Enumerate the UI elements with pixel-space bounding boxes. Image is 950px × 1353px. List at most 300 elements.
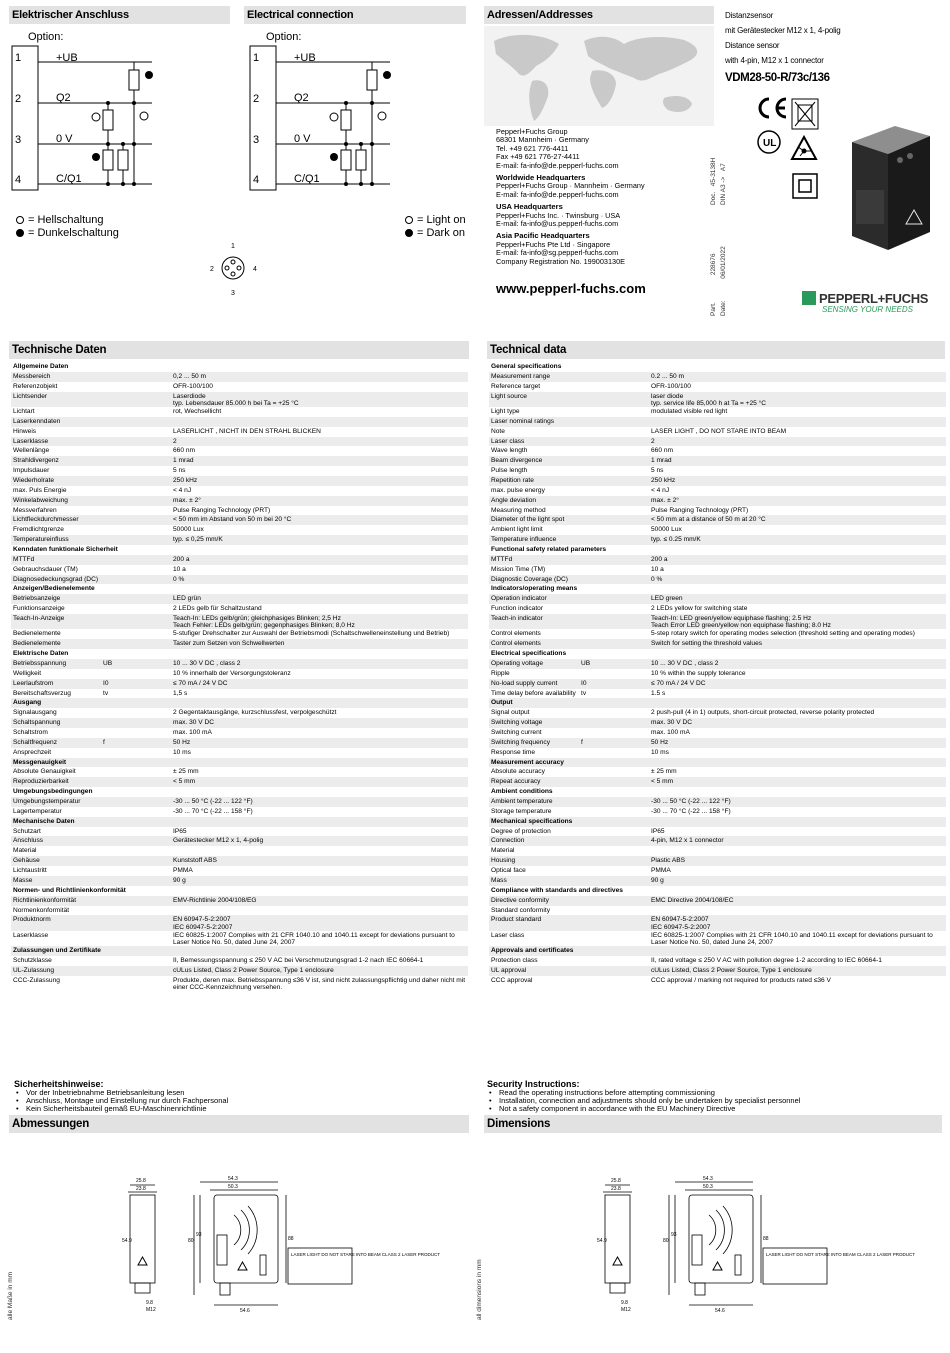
section-header (11, 698, 468, 708)
section-header (11, 584, 468, 594)
dimensions-note-de: alle Maße in mm (7, 1271, 14, 1320)
svg-text:54.6: 54.6 (715, 1308, 725, 1314)
spec-label: Laser nominal ratings (491, 417, 555, 425)
spec-label: Zulassungen und Zertifikate (13, 947, 101, 955)
header-electrical-connection: Electrical connection (244, 6, 466, 24)
spec-label: Laser class (491, 437, 525, 445)
spec-label: Optical face (491, 867, 526, 875)
spec-value: Pulse Ranging Technology (PRT) (651, 506, 749, 514)
svg-text:4: 4 (253, 174, 260, 186)
svg-text:54.6: 54.6 (240, 1308, 250, 1314)
spec-label: Lagertemperatur (13, 807, 62, 815)
spec-row (489, 565, 946, 575)
spec-row (489, 846, 946, 856)
spec-label: Betriebsanzeige (13, 595, 61, 603)
spec-value: OFR-100/100 (651, 382, 691, 390)
svg-text:88: 88 (763, 1236, 769, 1242)
spec-value: max. 100 mA (651, 729, 690, 737)
sensor-product-image (840, 120, 940, 260)
spec-value: 10 a (173, 565, 186, 573)
spec-value: 5-stufiger Drehschalter zur Auswahl der Betriebsmodi (Schaltschwelleneinstellung und Betrieb) (173, 630, 450, 638)
spec-value: Teach-In: LEDs gelb/grün; gleichphasiges Blinken; 2,5 Hz Teach Fehler: LEDs gelb/grün; gegenphasiges Blinken; 8,0 Hz (173, 615, 355, 630)
spec-row (11, 846, 468, 856)
spec-label: Ambient conditions (491, 788, 553, 796)
spec-value: -30 ... 50 °C (-22 ... 122 °F) (651, 798, 731, 806)
spec-symbol: I0 (103, 679, 109, 687)
spec-row (11, 639, 468, 649)
spec-value: laser diode typ. service life 85,000 h at Ta = +25 °C (651, 392, 767, 407)
spec-row (11, 856, 468, 866)
spec-value: max. 30 V DC (173, 719, 215, 727)
legend-en: = Light on = Dark on (405, 214, 466, 240)
spec-label: Gehäuse (13, 857, 40, 865)
spec-label: Normen- und Richtlinienkonformität (13, 886, 126, 894)
spec-row (489, 506, 946, 516)
header-dimensions: Dimensions (484, 1115, 942, 1133)
spec-row (11, 417, 468, 427)
spec-row (11, 629, 468, 639)
spec-value: 10 a (651, 565, 664, 573)
spec-row (11, 446, 468, 456)
spec-value: EN 60947-5-2:2007 IEC 60947-5-2:2007 (651, 916, 711, 931)
spec-value: II, Bemessungsspannung ≤ 250 V AC bei Verschmutzungsgrad 1-2 nach IEC 60664-1 (173, 957, 424, 965)
spec-label: Functional safety related parameters (491, 546, 607, 554)
spec-label: Repetition rate (491, 477, 534, 484)
spec-row (11, 956, 468, 966)
spec-label: No-load supply current (491, 679, 558, 687)
spec-label: CCC approval (491, 976, 533, 984)
spec-label: Laserklasse (13, 437, 49, 445)
spec-value: 1 mrad (173, 457, 194, 465)
section-header (11, 362, 468, 372)
spec-label: Light type (491, 407, 520, 415)
spec-label: Beam divergence (491, 457, 543, 465)
spec-label: MTTFd (491, 555, 513, 563)
spec-row (489, 836, 946, 846)
spec-row (489, 866, 946, 876)
spec-value: 2 (651, 437, 655, 445)
spec-value: < 5 mm (651, 778, 674, 786)
spec-label: Time delay before availability (491, 689, 576, 697)
spec-label: Referenzobjekt (13, 382, 58, 390)
section-header (489, 946, 946, 956)
svg-text:54.3: 54.3 (703, 1176, 713, 1182)
svg-text:2: 2 (15, 93, 22, 105)
svg-text:88: 88 (288, 1236, 294, 1242)
spec-row (11, 669, 468, 679)
spec-row (489, 689, 946, 699)
spec-label: Mechanical specifications (491, 817, 573, 825)
spec-label: Measurement accuracy (491, 758, 564, 766)
spec-row (11, 437, 468, 447)
spec-row (11, 866, 468, 876)
spec-row (11, 466, 468, 476)
spec-value: 200 a (651, 555, 668, 563)
section-header (11, 946, 468, 956)
date: Date: 06/01/2022 (720, 246, 727, 316)
spec-label: Function indicator (491, 605, 544, 613)
spec-value: cULus Listed, Class 2 Power Source, Type 1 enclosure (173, 966, 334, 974)
spec-label: Bereitschaftsverzug (13, 689, 71, 697)
spec-row (489, 555, 946, 565)
spec-value: 10 ... 30 V DC , class 2 (651, 660, 719, 668)
spec-row (489, 718, 946, 728)
svg-text:LASER LIGHT DO NOT STARE INTO: LASER LIGHT DO NOT STARE INTO BEAM CLASS 2 LASER PRODUCT (766, 1252, 915, 1257)
spec-value: -30 ... 70 °C (-22 ... 158 °F) (173, 807, 253, 815)
spec-value: 250 kHz (173, 477, 198, 484)
spec-label: Ausgang (13, 699, 42, 707)
spec-label: Teach-In-Anzeige (13, 615, 65, 623)
spec-value: IP65 (173, 827, 187, 835)
svg-text:1: 1 (253, 52, 260, 64)
spec-row (11, 496, 468, 506)
spec-label: Approvals and certificates (491, 947, 574, 955)
spec-label: UL-Zulassung (13, 966, 55, 974)
spec-row (489, 456, 946, 466)
spec-value: EMC Directive 2004/108/EC (651, 896, 734, 904)
spec-label: Control elements (491, 630, 541, 638)
spec-value: 200 a (173, 555, 190, 563)
weee-bin-icon (791, 98, 819, 130)
spec-label: Schaltspannung (13, 719, 61, 727)
spec-label: Degree of protection (491, 827, 551, 835)
open-circle-icon (16, 216, 24, 224)
spec-row (489, 659, 946, 669)
section-header (11, 649, 468, 659)
spec-row (11, 728, 468, 738)
spec-label: Anschluss (13, 837, 44, 845)
spec-label: Signal output (491, 709, 530, 717)
spec-label: Lichtsender (13, 392, 48, 400)
spec-label: Switching frequency (491, 738, 551, 746)
dimension-drawing-de (110, 1170, 440, 1320)
spec-value: PMMA (651, 867, 671, 875)
spec-label: Schutzart (13, 827, 41, 835)
spec-row (11, 836, 468, 846)
spec-row (489, 392, 946, 407)
svg-text:1: 1 (231, 243, 235, 250)
safety-instructions-en: Security Instructions: • Read the operating instructions before attempting commissioning • Installation, connection and adjustments should only be undertaken by specialist personnel • Not a safety component in accordance with the EU Machinery Directive (487, 1080, 800, 1113)
spec-label: Measuring method (491, 506, 546, 514)
spec-value: Plastic ABS (651, 857, 686, 865)
spec-label: Laserklasse (13, 931, 49, 939)
spec-row (489, 382, 946, 392)
spec-row (11, 797, 468, 807)
header-abmessungen: Abmessungen (9, 1115, 469, 1133)
spec-value: 10 % innerhalb der Versorgungstoleranz (173, 669, 291, 677)
spec-value: 90 g (173, 876, 186, 884)
spec-value: 2 (173, 437, 177, 445)
spec-value: Taster zum Setzen von Schwellwerten (173, 640, 285, 648)
spec-label: Teach-in indicator (491, 615, 543, 623)
spec-label: Messbereich (13, 372, 51, 380)
section-header (11, 886, 468, 896)
header-addresses: Adressen/Addresses (484, 6, 714, 24)
spec-label: Leerlaufstrom (13, 679, 54, 687)
spec-label: Schutzklasse (13, 957, 52, 965)
section-header (489, 787, 946, 797)
spec-label: CCC-Zulassung (13, 976, 60, 984)
spec-row (11, 456, 468, 466)
spec-label: Wellenlänge (13, 447, 50, 455)
section-header (11, 817, 468, 827)
spec-label: Standard conformity (491, 906, 551, 914)
spec-value: EMV-Richtlinie 2004/108/EG (173, 896, 257, 904)
spec-label: Repeat accuracy (491, 778, 541, 786)
spec-label: UL approval (491, 966, 527, 974)
spec-value: IEC 60825-1:2007 Complies with 21 CFR 1040.10 and 1040.11 except for deviations pursuant to Laser Notice No. 50, dated June 24, 2007 (173, 931, 455, 946)
spec-symbol: tv (581, 689, 587, 697)
spec-symbol: tv (103, 689, 109, 697)
spec-label: Ripple (491, 669, 510, 677)
pepperl-fuchs-logo: PEPPERL+FUCHS SENSING YOUR NEEDS (802, 291, 944, 314)
svg-text:4: 4 (15, 174, 22, 186)
spec-row (489, 525, 946, 535)
spec-row (11, 777, 468, 787)
svg-text:93: 93 (671, 1232, 677, 1238)
spec-label: Protection class (491, 957, 538, 965)
svg-text:23.8: 23.8 (611, 1186, 621, 1192)
spec-value: -30 ... 70 °C (-22 ... 158 °F) (651, 807, 731, 815)
spec-value: 50 Hz (173, 738, 191, 746)
spec-value: LASER LIGHT , DO NOT STARE INTO BEAM (651, 427, 787, 435)
spec-row (11, 718, 468, 728)
spec-value: OFR-100/100 (173, 382, 213, 390)
spec-label: Housing (491, 857, 516, 865)
spec-label: Fremdlichtgrenze (13, 526, 64, 534)
svg-text:25.8: 25.8 (136, 1178, 146, 1184)
spec-row (489, 515, 946, 525)
spec-row (11, 906, 468, 916)
spec-row (11, 976, 468, 991)
spec-value: modulated visible red light (651, 407, 728, 415)
spec-row (489, 437, 946, 447)
open-circle-icon (405, 216, 413, 224)
spec-row (11, 476, 468, 486)
spec-row (11, 427, 468, 437)
spec-value: 10 ... 30 V DC , class 2 (173, 660, 241, 668)
svg-text:Option:: Option: (266, 31, 302, 43)
spec-label: Response time (491, 748, 535, 756)
safety-instructions-de: Sicherheitshinweise: • Vor der Inbetriebnahme Betriebsanleitung lesen • Anschluss, Montage und Einstellung nur durch Fachpersonal • Kein Sicherheitsbauteil gemäß EU-Maschinenrichtlinie (14, 1080, 228, 1113)
spec-label: Absolute accuracy (491, 768, 545, 776)
spec-row (489, 728, 946, 738)
svg-text:4: 4 (253, 266, 257, 273)
spec-value: 5 ns (173, 467, 186, 475)
spec-value: CCC approval / marking not required for products rated ≤36 V (651, 976, 831, 984)
spec-label: Compliance with standards and directives (491, 886, 623, 894)
spec-value: ± 25 mm (173, 768, 199, 776)
spec-symbol: f (581, 738, 583, 746)
usa-hq-title: USA Headquarters (496, 202, 563, 212)
laser-warning-icon (790, 135, 818, 161)
spec-label: Betriebsspannung (13, 660, 67, 668)
spec-label: Impulsdauer (13, 467, 50, 475)
header-technische-daten: Technische Daten (9, 341, 469, 359)
din-size: DIN A3 -> A7 (720, 163, 727, 205)
spec-label: Elektrische Daten (13, 650, 69, 658)
legend-de: = Hellschaltung = Dunkelschaltung (16, 214, 119, 240)
spec-label: MTTFd (13, 555, 35, 563)
spec-row (489, 575, 946, 585)
protection-class-ii-icon (792, 173, 818, 199)
spec-row (489, 956, 946, 966)
spec-row (489, 915, 946, 930)
spec-label: Laserkenndaten (13, 417, 61, 425)
spec-value: PMMA (173, 867, 193, 875)
section-header (489, 817, 946, 827)
spec-row (489, 604, 946, 614)
spec-label: Schaltstrom (13, 729, 48, 737)
spec-row (489, 966, 946, 976)
spec-symbol: UB (581, 660, 591, 668)
spec-value: 5-step rotary switch for operating modes selection (threshold setting and operating modes) (651, 630, 915, 638)
spec-row (489, 738, 946, 748)
spec-label: Note (491, 427, 505, 435)
spec-label: Gebrauchsdauer (TM) (13, 565, 78, 573)
world-map-image (484, 26, 714, 126)
spec-value: 5 ns (651, 467, 664, 475)
spec-row (11, 372, 468, 382)
spec-label: Bedienelemente (13, 640, 61, 648)
spec-row (489, 446, 946, 456)
spec-row (11, 767, 468, 777)
spec-value: LASERLICHT , NICHT IN DEN STRAHL BLICKEN (173, 427, 321, 435)
spec-row (11, 382, 468, 392)
svg-text:50.3: 50.3 (228, 1184, 238, 1190)
spec-label: Control elements (491, 640, 541, 648)
spec-value: Laserdiode typ. Lebensdauer 85.000 h bei Ta = +25 °C (173, 392, 299, 407)
spec-row (11, 604, 468, 614)
spec-label: Ambient light limit (491, 526, 543, 534)
spec-value: 90 g (651, 876, 664, 884)
wiring-diagram-en (238, 26, 478, 196)
spec-row (489, 976, 946, 986)
part-number: Part. 228676 (710, 253, 717, 316)
svg-text:+UB: +UB (56, 52, 78, 64)
svg-text:+UB: +UB (294, 52, 316, 64)
spec-label: Mission Time (TM) (491, 565, 546, 573)
spec-value: typ. ≤ 0.25 mm/K (651, 536, 701, 544)
website-link[interactable]: www.pepperl-fuchs.com (496, 281, 646, 296)
spec-label: Operating voltage (491, 660, 544, 668)
spec-value: EN 60947-5-2:2007 IEC 60947-5-2:2007 (173, 916, 233, 931)
svg-text:50.3: 50.3 (703, 1184, 713, 1190)
spec-value: 50000 Lux (651, 526, 682, 534)
spec-label: Material (491, 847, 515, 855)
spec-value: rot, Wechsellicht (173, 407, 222, 415)
spec-row (489, 372, 946, 382)
svg-text:25.8: 25.8 (611, 1178, 621, 1184)
section-header (11, 545, 468, 555)
spec-label: Produktnorm (13, 916, 51, 924)
laser-warning-label: LASER LIGHT DO NOT STARE INTO BEAM CLASS 2 LASER PRODUCT (291, 1252, 440, 1257)
svg-text:23.8: 23.8 (136, 1186, 146, 1192)
spec-row (11, 896, 468, 906)
spec-label: General specifications (491, 363, 562, 370)
spec-value: 1 mrad (651, 457, 672, 465)
spec-value: 2 LEDs gelb für Schaltzustand (173, 605, 262, 613)
spec-value: 660 nm (173, 447, 195, 455)
svg-text:M12: M12 (621, 1307, 631, 1313)
worldwide-hq-title: Worldwide Headquarters (496, 173, 586, 183)
spec-row (11, 708, 468, 718)
svg-text:80: 80 (188, 1238, 194, 1244)
spec-row (489, 466, 946, 476)
spec-value: 0,2 ... 50 m (173, 372, 206, 380)
spec-value: < 4 nJ (173, 486, 192, 494)
spec-label: Measurement range (491, 372, 551, 380)
spec-label: Connection (491, 837, 525, 845)
spec-row (489, 486, 946, 496)
spec-label: Masse (13, 876, 33, 884)
spec-label: Light source (491, 392, 527, 400)
spec-row (489, 807, 946, 817)
svg-text:2: 2 (253, 93, 260, 105)
spec-row (489, 708, 946, 718)
spec-value: 4-pin, M12 x 1 connector (651, 837, 724, 845)
svg-text:0 V: 0 V (56, 133, 73, 145)
spec-label: Material (13, 847, 37, 855)
section-header (11, 758, 468, 768)
svg-text:C/Q1: C/Q1 (56, 173, 82, 185)
spec-label: Winkelabweichung (13, 496, 68, 504)
spec-symbol: f (103, 738, 105, 746)
spec-row (11, 486, 468, 496)
spec-label: Operation indicator (491, 595, 547, 603)
pf-logo-icon (802, 291, 816, 305)
spec-value: Switch for setting the threshold values (651, 640, 763, 648)
spec-label: Welligkeit (13, 669, 42, 677)
spec-value: ≤ 70 mA / 24 V DC (173, 679, 228, 687)
spec-row (489, 669, 946, 679)
svg-text:9.8: 9.8 (146, 1300, 153, 1306)
cul-us-listed-icon (755, 128, 783, 156)
option-label: Option: (28, 31, 64, 43)
spec-label: Diagnostic Coverage (DC) (491, 575, 568, 583)
product-description: Distanzsensor mit Gerätestecker M12 x 1, 4-polig Distance sensor with 4-pin, M12 x 1 connector VDM28-50-R/73c/136 (725, 11, 841, 84)
spec-label: Normenkonformität (13, 906, 70, 914)
section-header (489, 886, 946, 896)
spec-label: Diagnosedeckungsgrad (DC) (13, 575, 99, 583)
spec-value: < 5 mm (173, 778, 196, 786)
spec-value: IP65 (651, 827, 665, 835)
spec-row (489, 594, 946, 604)
spec-value: 0 % (173, 575, 185, 583)
spec-row (11, 679, 468, 689)
section-header (489, 698, 946, 708)
section-header (489, 649, 946, 659)
spec-label: Indicators/operating means (491, 585, 578, 593)
spec-label: Messverfahren (13, 506, 57, 514)
spec-value: 2 Gegentaktausgänge, kurzschlussfest, verpolgeschützt (173, 709, 337, 717)
spec-value: < 50 mm im Abstand von 50 m bei 20 °C (173, 516, 292, 524)
spec-label: Lichtaustritt (13, 867, 47, 875)
svg-text:0 V: 0 V (294, 133, 311, 145)
spec-value: LED green (651, 595, 683, 603)
spec-value: 10 ms (651, 748, 669, 756)
dimension-drawing-en (585, 1170, 915, 1320)
spec-label: Hinweis (13, 427, 37, 435)
spec-row (489, 777, 946, 787)
spec-label: Wave length (491, 447, 528, 455)
spec-value: Kunststoff ABS (173, 857, 217, 865)
ce-mark-icon (755, 96, 789, 120)
spec-value: ± 25 mm (651, 768, 677, 776)
spec-row (489, 496, 946, 506)
spec-label: Angle deviation (491, 496, 537, 504)
spec-label: Product standard (491, 916, 542, 924)
